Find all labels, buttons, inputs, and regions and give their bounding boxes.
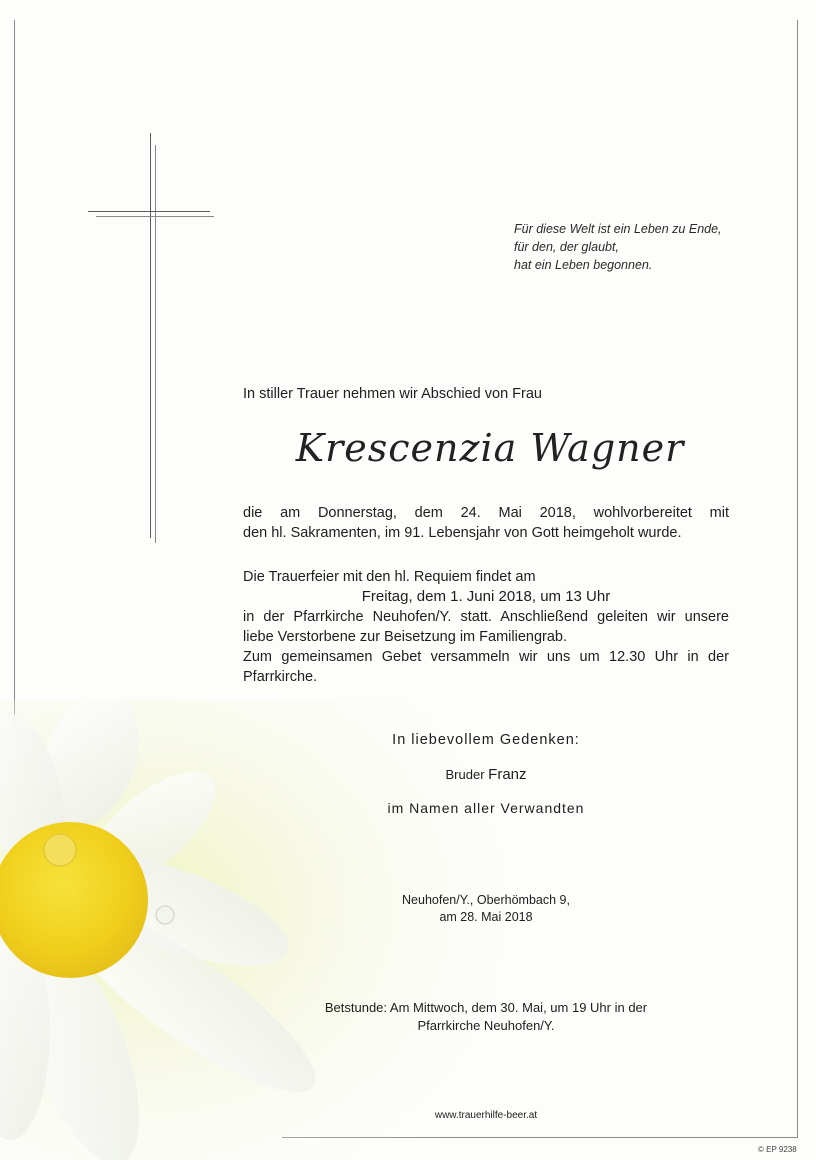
verse-line: hat ein Leben begonnen. xyxy=(514,258,653,272)
deceased-name: Krescenzia Wagner xyxy=(295,426,685,470)
funeral-paragraph xyxy=(243,567,729,687)
cross-horizontal-beam xyxy=(88,211,210,212)
mourner-line xyxy=(243,766,729,783)
gedenken-heading: In liebevollem Gedenken: xyxy=(392,732,580,748)
frame-left-border xyxy=(14,20,15,722)
verse-quote xyxy=(514,220,774,274)
death-notice-line: die am Donnerstag, dem 24. Mai 2018, wohlvorbereitet mit xyxy=(243,505,729,521)
verse-line: Für diese Welt ist ein Leben zu Ende, xyxy=(514,222,722,236)
betstunde-line: Betstunde: Am Mittwoch, dem 30. Mai, um 19 Uhr in der xyxy=(324,1000,648,1015)
cross-vertical-beam-shadow xyxy=(155,145,156,543)
place-date xyxy=(243,892,729,926)
ep-code: © EP 9238 xyxy=(758,1145,797,1154)
funeral-line: in der Pfarrkirche Neuhofen/Y. statt. Anschließend geleiten wir unsere xyxy=(243,609,729,625)
death-notice-line: den hl. Sakramenten, im 91. Lebensjahr von Gott heimgeholt wurde. xyxy=(243,525,682,541)
website-link[interactable]: www.trauerhilfe-beer.at xyxy=(434,1110,538,1121)
betstunde-line: Pfarrkirche Neuhofen/Y. xyxy=(417,1018,555,1033)
intro-text: In stiller Trauer nehmen wir Abschied von Frau xyxy=(243,386,542,402)
relatives-line: im Namen aller Verwandten xyxy=(387,800,585,816)
funeral-date: Freitag, dem 1. Juni 2018, um 13 Uhr xyxy=(361,588,611,605)
mourner-relation: Bruder xyxy=(445,767,485,782)
cross-vertical-beam xyxy=(150,133,151,538)
funeral-line: Pfarrkirche. xyxy=(243,669,318,685)
funeral-line: Die Trauerfeier mit den hl. Requiem findet am xyxy=(243,569,536,585)
place-line: Neuhofen/Y., Oberhömbach 9, xyxy=(402,893,570,907)
frame-right-border xyxy=(797,20,798,1138)
funeral-line: Zum gemeinsamen Gebet versammeln wir uns um 12.30 Uhr in der xyxy=(243,649,729,665)
verse-line: für den, der glaubt, xyxy=(514,240,619,254)
cross-horizontal-beam-shadow xyxy=(96,216,214,217)
betstunde-notice xyxy=(243,999,729,1035)
mourner-name: Franz xyxy=(488,766,527,783)
date-line: am 28. Mai 2018 xyxy=(439,910,533,924)
funeral-line: liebe Verstorbene zur Beisetzung im Familiengrab. xyxy=(243,629,567,645)
death-notice-paragraph xyxy=(243,503,729,543)
